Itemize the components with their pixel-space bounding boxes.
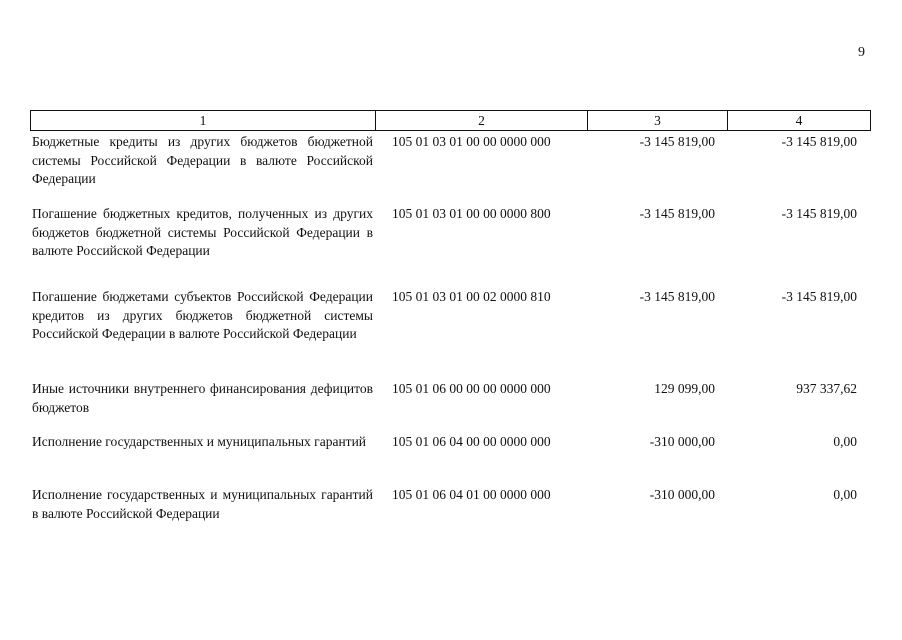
column-header-table xyxy=(30,110,871,131)
column-header-3: 3 xyxy=(588,111,728,131)
row-name: Исполнение государственных и муниципальных гарантий xyxy=(32,434,367,449)
row-value-col4: 937 337,62 xyxy=(796,381,857,396)
row-value-col3: 129 099,00 xyxy=(654,381,715,396)
column-header-1: 1 xyxy=(31,111,376,131)
row-name: Погашение бюджетных кредитов, полученных из других бюджетов бюджетной системы Российской Федерации в валюте Российской Федерации xyxy=(32,206,373,258)
row-value-col4: 0,00 xyxy=(833,434,857,449)
row-code: 105 01 06 04 01 00 0000 000 xyxy=(392,487,551,502)
row-code: 105 01 03 01 00 00 0000 800 xyxy=(392,206,551,221)
row-name: Иные источники внутреннего финансирования дефицитов бюджетов xyxy=(32,381,373,415)
row-value-col3: -3 145 819,00 xyxy=(639,206,715,221)
row-value-col3: -310 000,00 xyxy=(649,487,715,502)
column-header-2: 2 xyxy=(376,111,588,131)
row-name: Бюджетные кредиты из других бюджетов бюджетной системы Российской Федерации в валюте Российской Федерации xyxy=(32,134,373,186)
column-header-4: 4 xyxy=(728,111,871,131)
row-code: 105 01 03 01 00 02 0000 810 xyxy=(392,289,551,304)
row-code: 105 01 06 00 00 00 0000 000 xyxy=(392,381,551,396)
row-value-col3: -3 145 819,00 xyxy=(639,289,715,304)
row-value-col4: -3 145 819,00 xyxy=(781,289,857,304)
row-name: Погашение бюджетами субъектов Российской Федерации кредитов из других бюджетов бюджетной системы Российской Федерации в валюте Российской Федерации xyxy=(32,289,373,341)
row-value-col4: -3 145 819,00 xyxy=(781,206,857,221)
row-value-col4: 0,00 xyxy=(833,487,857,502)
row-value-col3: -3 145 819,00 xyxy=(639,134,715,149)
row-code: 105 01 06 04 00 00 0000 000 xyxy=(392,434,551,449)
row-value-col3: -310 000,00 xyxy=(649,434,715,449)
row-code: 105 01 03 01 00 00 0000 000 xyxy=(392,134,551,149)
row-name: Исполнение государственных и муниципальных гарантий в валюте Российской Федерации xyxy=(32,487,373,521)
row-value-col4: -3 145 819,00 xyxy=(781,134,857,149)
page-number: 9 xyxy=(858,45,865,60)
column-header-row xyxy=(31,111,871,131)
